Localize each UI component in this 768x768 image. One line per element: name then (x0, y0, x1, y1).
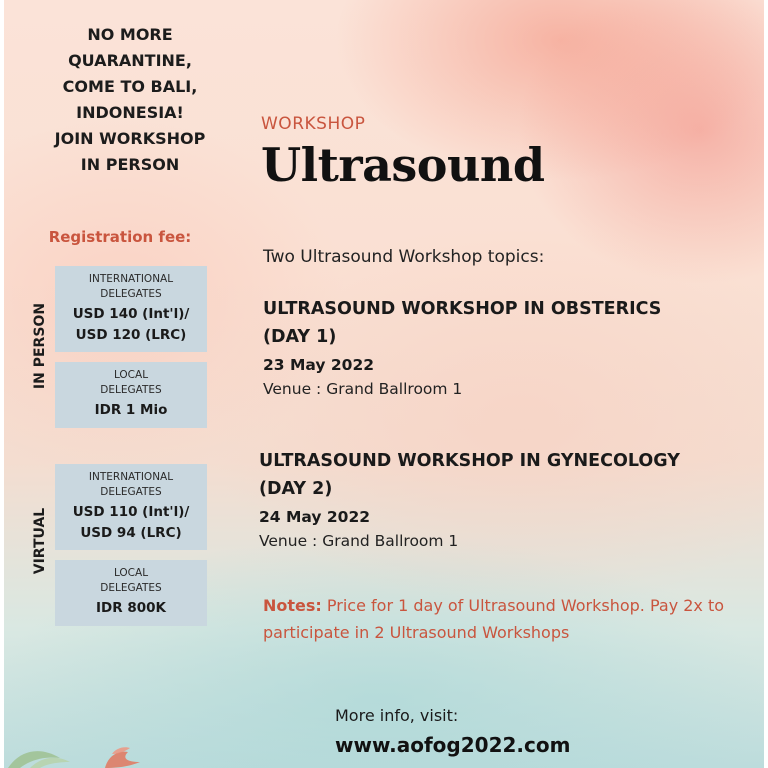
in-person-international-fee (55, 266, 207, 352)
topic-obstetrics (263, 295, 743, 401)
fee-type: LOCAL DELEGATES (100, 567, 162, 594)
floral-decoration-icon (0, 728, 160, 768)
page-title: Ultrasound (261, 138, 545, 192)
topic-date: 24 May 2022 (259, 508, 371, 526)
in-person-local-fee (55, 362, 207, 428)
fee-type: LOCAL DELEGATES (100, 369, 162, 396)
fee-price: IDR 800K (96, 600, 166, 616)
promo-text: NO MORE QUARANTINE, COME TO BALI, INDONESIA! JOIN WORKSHOP IN PERSON (54, 25, 206, 174)
fee-type: INTERNATIONAL DELEGATES (88, 273, 174, 300)
virtual-local-fee (55, 560, 207, 626)
virtual-label: VIRTUAL (32, 507, 48, 575)
registration-fee-title: Registration fee: (48, 228, 192, 246)
left-border (0, 0, 4, 768)
topic-venue: Venue : Grand Ballroom 1 (263, 380, 463, 398)
notes-label: Notes: (263, 596, 322, 615)
topic-venue: Venue : Grand Ballroom 1 (259, 532, 459, 550)
fee-price: USD 140 (Int'l)/ USD 120 (LRC) (72, 306, 190, 343)
workshop-label: WORKSHOP (261, 114, 366, 134)
notes (263, 592, 733, 646)
topic-gynecology (259, 447, 739, 553)
more-info-text: More info, visit: (335, 706, 459, 725)
intro-text: Two Ultrasound Workshop topics: (263, 247, 545, 267)
website-link[interactable]: www.aofog2022.com (335, 733, 571, 757)
topic-date: 23 May 2022 (263, 356, 375, 374)
virtual-international-fee (55, 464, 207, 550)
notes-text: Price for 1 day of Ultrasound Workshop. Pay 2x to participate in 2 Ultrasound Workshops (263, 596, 725, 642)
fee-price: USD 110 (Int'l)/ USD 94 (LRC) (72, 504, 190, 541)
fee-price: IDR 1 Mio (94, 402, 168, 418)
topic-title: ULTRASOUND WORKSHOP IN OBSTERICS (DAY 1) (263, 299, 662, 347)
topic-title: ULTRASOUND WORKSHOP IN GYNECOLOGY (DAY 2) (259, 451, 680, 499)
fee-type: INTERNATIONAL DELEGATES (88, 471, 174, 498)
in-person-label: IN PERSON (32, 302, 48, 390)
right-border (764, 0, 768, 768)
